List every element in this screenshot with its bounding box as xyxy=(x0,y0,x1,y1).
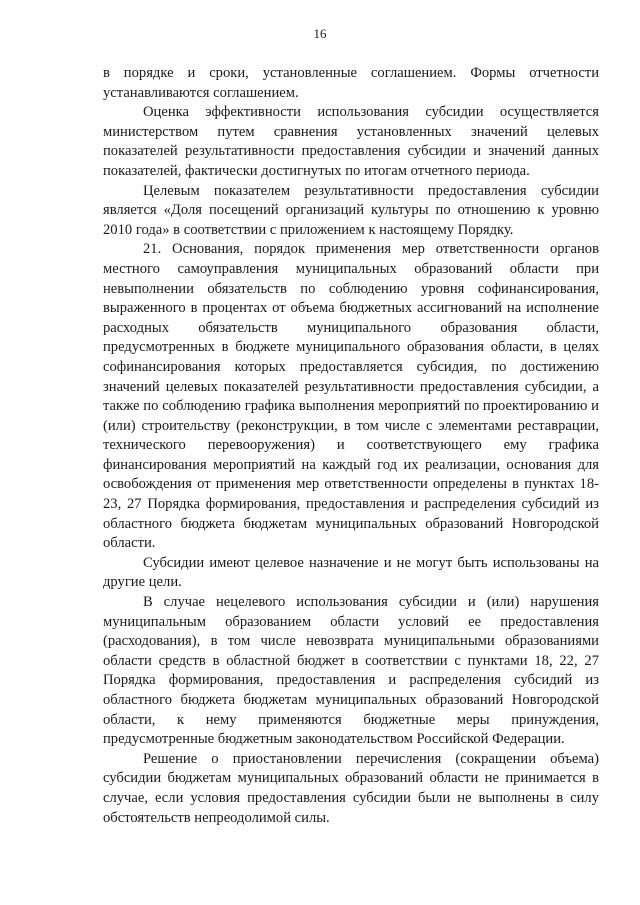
paragraph: Субсидии имеют целевое назначение и не могут быть использованы на другие цели. xyxy=(103,554,599,591)
paragraph: 21. Основания, порядок применения мер ответственности органов местного самоуправления муниципальных образований области при невыполнении обязательств по соблюдению уровня софинансирования, выраженного в процентах от объема бюджетных ассигнований на исполнение расходных обязательств муниципального образования области, предусмотренных в бюджете муниципального образования области, в целях софинансирования которых предоставляется субсидия, по достижению значений целевых показателей результативности предоставления субсидии, а также по соблюдению графика выполнения мероприятий по проектированию и (или) строительству (реконструкции, в том числе с элементами реставрации, технического перевооружения) и соответствующего ему графика финансирования мероприятий на каждый год их реализации, основания для освобождения от применения мер ответственности определены в пунктах 18-23, 27 Порядка формирования, предоставления и распределения субсидий из областного бюджета бюджетам муниципальных образований Новгородской области. xyxy=(103,241,599,552)
document-body xyxy=(103,64,599,828)
paragraph: Оценка эффективности использования субсидии осуществляется министерством путем сравнения установленных значений целевых показателей результативности предоставления субсидии и значений данных показателей, фактически достигнутых по итогам отчетного периода. xyxy=(103,104,599,179)
paragraph: В случае нецелевого использования субсидии и (или) нарушения муниципальным образованием области условий ее предоставления (расходования), в том числе невозврата муниципальными образованиями области средств в областной бюджет в соответствии с пунктами 18, 22, 27 Порядка формирования, предоставления и распределения субсидий из областного бюджета бюджетам муниципальных образований Новгородской области, к нему применяются бюджетные меры принуждения, предусмотренные бюджетным законодательством Российской Федерации. xyxy=(103,594,599,748)
page-number: 16 xyxy=(313,26,327,41)
paragraph: в порядке и сроки, установленные соглашением. Формы отчетности устанавливаются соглашением. xyxy=(103,65,599,101)
paragraph: Целевым показателем результативности предоставления субсидии является «Доля посещений организаций культуры по отношению к уровню 2010 года» в соответствии с приложением к настоящему Порядку. xyxy=(103,182,599,238)
paragraph: Решение о приостановлении перечисления (сокращении объема) субсидии бюджетам муниципальных образований области не принимается в случае, если условия предоставления субсидии были не выполнены в силу обстоятельств непреодолимой силы. xyxy=(103,750,599,826)
